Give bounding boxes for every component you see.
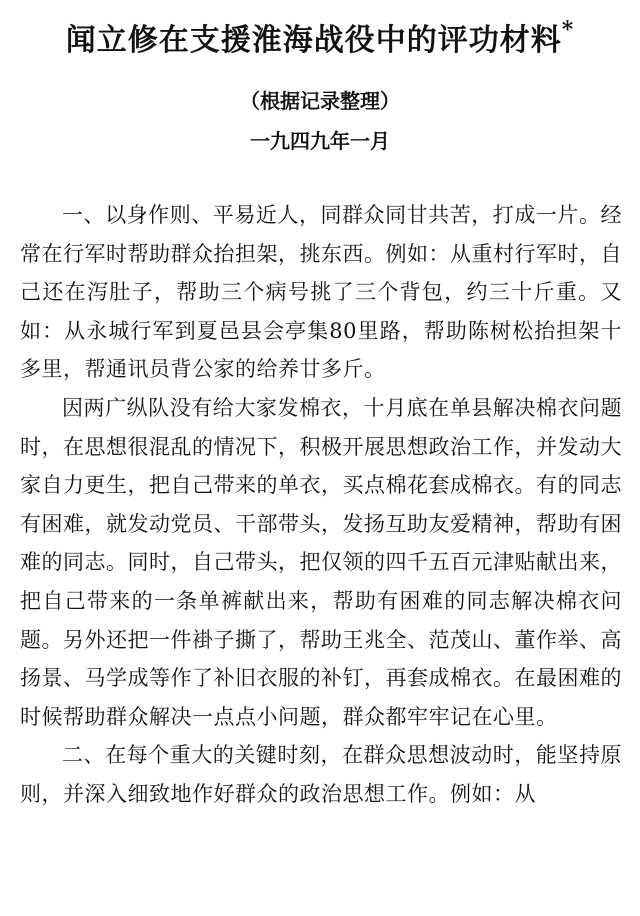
footnote-mark: * [561, 17, 575, 43]
document-date: 一九四九年一月 [250, 129, 390, 153]
document-body [20, 196, 622, 814]
document-title [20, 12, 620, 61]
title-text: 闻立修在支援淮海战役中的评功材料 [65, 23, 562, 58]
paragraph-1: 一、以身作则、平易近人，同群众同甘共苦，打成一片。经常在行军时帮助群众抬担架，挑东西。例如：从重村行军时，自己还在泻肚子，帮助三个病号挑了三个背包，约三十斤重。又如：从永城行军到夏邑县会亭集80里路，帮助陈树松抬担架十多里，帮通讯员背公家的给养廿多斤。 [20, 203, 622, 382]
paragraph-2: 因两广纵队没有给大家发棉衣，十月底在单县解决棉衣问题时，在思想很混乱的情况下，积极开展思想政治工作，并发动大家自力更生，把自己带来的单衣，买点棉花套成棉衣。有的同志有困难，就发动党员、干部带头，发扬互助友爱精神，帮助有困难的同志。同时，自己带头，把仅领的四千五百元津贴献出来，把自己带来的一条单裤献出来，帮助有困难的同志解决棉衣问题。另外还把一件褂子撕了，帮助王兆全、范茂山、董作举、高扬景、马学成等作了补旧衣服的补钉，再套成棉衣。在最困难的时候帮助群众解决一点点小问题，群众都牢牢记在心里。 [20, 395, 622, 729]
document-subtitle: （根据记录整理） [240, 89, 400, 113]
paragraph-3: 二、在每个重大的关键时刻，在群众思想波动时，能坚持原则，并深入细致地作好群众的政治思想工作。例如：从 [20, 743, 622, 806]
